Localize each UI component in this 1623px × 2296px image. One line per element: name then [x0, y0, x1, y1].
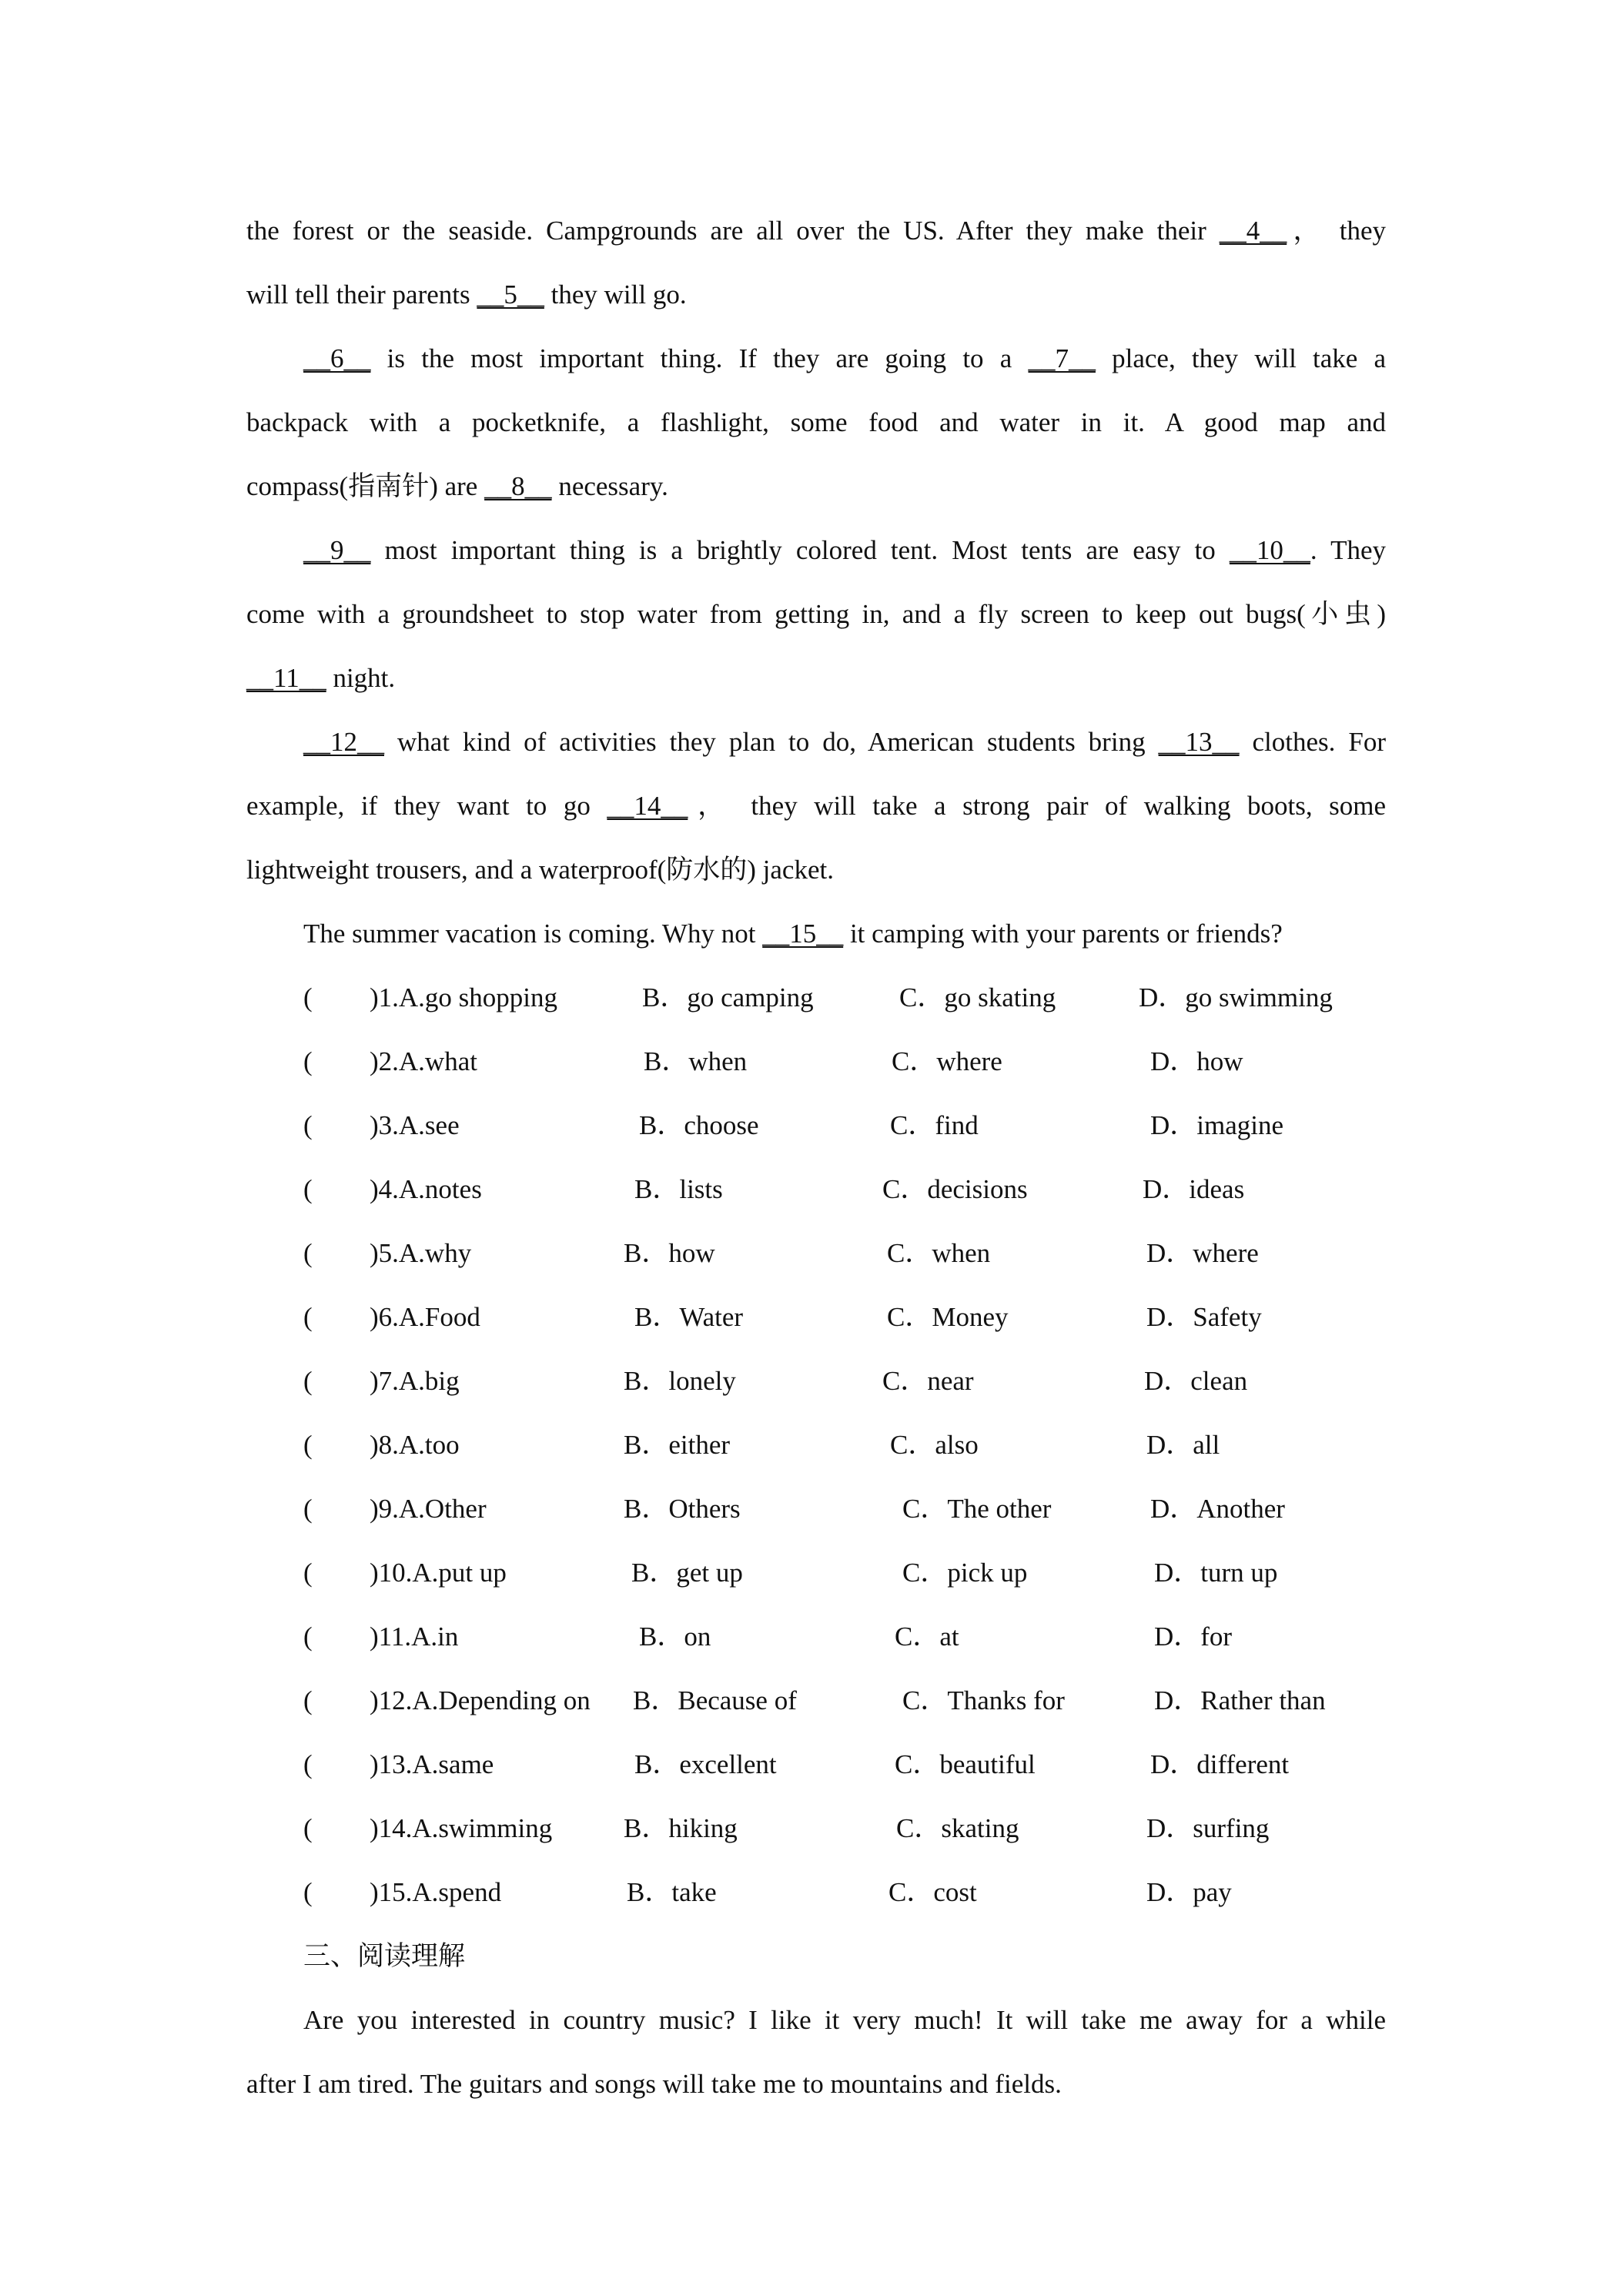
- option-c: C．pick up: [902, 1558, 1028, 1588]
- text: place, they will take a: [1095, 343, 1386, 373]
- option-b: B．Water: [634, 1302, 744, 1332]
- text: it camping with your parents or friends?: [843, 919, 1283, 949]
- question-row-2: [303, 1046, 1386, 1077]
- option-d: D．turn up: [1154, 1558, 1278, 1588]
- option-c: C．decisions: [882, 1174, 1028, 1204]
- text: . They: [1310, 535, 1386, 565]
- option-d: D．where: [1146, 1238, 1259, 1268]
- question-row-4: [303, 1174, 1386, 1205]
- question-row-10: [303, 1558, 1386, 1588]
- option-d: D．Safety: [1146, 1302, 1262, 1332]
- option-a: )5.A.why: [370, 1238, 472, 1268]
- passage-line-4: backpack with a pocketknife, a flashlight, some food and water in it. A good map and: [246, 407, 1386, 437]
- option-a: )9.A.Other: [370, 1494, 487, 1524]
- option-d: D．all: [1146, 1430, 1220, 1460]
- answer-paren[interactable]: (: [303, 1238, 313, 1268]
- option-c: C．beautiful: [895, 1749, 1036, 1779]
- option-b: B．excellent: [634, 1749, 777, 1779]
- option-d: D．surfing: [1146, 1813, 1270, 1843]
- question-row-1: [303, 982, 1386, 1013]
- text: what kind of activities they plan to do, American students bring: [384, 727, 1159, 757]
- text: they will go.: [544, 279, 687, 310]
- option-a: )13.A.same: [370, 1749, 494, 1779]
- answer-paren[interactable]: (: [303, 1494, 313, 1524]
- section-heading: 三、阅读理解: [303, 1941, 466, 1972]
- text: necessary.: [551, 471, 668, 501]
- option-c: C．near: [882, 1366, 974, 1396]
- answer-paren[interactable]: (: [303, 1046, 313, 1076]
- option-b: B．choose: [639, 1110, 759, 1140]
- passage-line-6: [303, 535, 1386, 566]
- option-b: B．go camping: [642, 982, 814, 1012]
- text: The summer vacation is coming. Why not: [303, 919, 763, 949]
- option-b: B．how: [624, 1238, 715, 1268]
- text: ， they: [1287, 216, 1386, 246]
- option-a: )15.A.spend: [370, 1877, 502, 1907]
- option-d: D．different: [1150, 1749, 1290, 1779]
- answer-paren[interactable]: (: [303, 1622, 313, 1652]
- option-d: D．how: [1150, 1046, 1243, 1076]
- answer-paren[interactable]: (: [303, 1110, 313, 1140]
- passage-line-2: [246, 279, 1386, 310]
- option-c: C．at: [895, 1622, 959, 1652]
- question-row-12: [303, 1685, 1386, 1716]
- option-a: )1.A.go shopping: [370, 982, 558, 1012]
- answer-paren[interactable]: (: [303, 1558, 313, 1588]
- passage-line-9: [303, 727, 1386, 758]
- blank-4: __4__: [1219, 216, 1287, 246]
- answer-paren[interactable]: (: [303, 1749, 313, 1779]
- passage-line-3: [303, 343, 1386, 374]
- option-a: )2.A.what: [370, 1046, 477, 1076]
- question-row-3: [303, 1110, 1386, 1141]
- text: most important thing is a brightly colored tent. Most tents are easy to: [370, 535, 1230, 565]
- option-c: C．when: [887, 1238, 991, 1268]
- question-row-13: [303, 1749, 1386, 1780]
- answer-paren[interactable]: (: [303, 1430, 313, 1460]
- question-row-15: [303, 1877, 1386, 1908]
- blank-10: __10__: [1229, 535, 1310, 565]
- answer-paren[interactable]: (: [303, 982, 313, 1012]
- answer-paren[interactable]: (: [303, 1877, 313, 1907]
- reading-line-1: Are you interested in country music? I like it very much! It will take me away for a while: [303, 2005, 1386, 2035]
- option-c: C．Money: [887, 1302, 1009, 1332]
- question-row-6: [303, 1302, 1386, 1333]
- text: ， they will take a strong pair of walking boots, some: [688, 791, 1386, 821]
- passage-line-10: [246, 791, 1386, 822]
- text: compass(指南针) are: [246, 471, 485, 501]
- answer-paren[interactable]: (: [303, 1302, 313, 1332]
- question-row-14: [303, 1813, 1386, 1844]
- option-b: B．when: [644, 1046, 748, 1076]
- text: night.: [326, 663, 396, 693]
- blank-7: __7__: [1028, 343, 1096, 373]
- option-d: D．imagine: [1150, 1110, 1284, 1140]
- answer-paren[interactable]: (: [303, 1366, 313, 1396]
- option-d: D．for: [1154, 1622, 1233, 1652]
- option-a: )10.A.put up: [370, 1558, 507, 1588]
- blank-6: __6__: [303, 343, 371, 373]
- option-a: )8.A.too: [370, 1430, 460, 1460]
- option-b: B．get up: [631, 1558, 743, 1588]
- text: is the most important thing. If they are going to a: [370, 343, 1029, 373]
- blank-9: __9__: [303, 535, 371, 565]
- passage-line-8: [246, 663, 1386, 694]
- option-a: )12.A.Depending on: [370, 1685, 591, 1715]
- option-c: C．find: [890, 1110, 979, 1140]
- passage-line-11: lightweight trousers, and a waterproof(防水的) jacket.: [246, 855, 834, 885]
- option-d: D．go swimming: [1139, 982, 1333, 1012]
- question-row-9: [303, 1494, 1386, 1525]
- option-b: B．Others: [624, 1494, 741, 1524]
- option-c: C．The other: [902, 1494, 1052, 1524]
- option-b: B．Because of: [633, 1685, 797, 1715]
- option-d: D．Another: [1150, 1494, 1285, 1524]
- reading-line-2: after I am tired. The guitars and songs will take me to mountains and fields.: [246, 2069, 1062, 2099]
- answer-paren[interactable]: (: [303, 1174, 313, 1204]
- option-a: )4.A.notes: [370, 1174, 482, 1204]
- option-d: D．clean: [1144, 1366, 1248, 1396]
- text: example, if they want to go: [246, 791, 607, 821]
- blank-15: __15__: [762, 919, 844, 949]
- blank-13: __13__: [1158, 727, 1240, 757]
- option-c: C．skating: [896, 1813, 1019, 1843]
- question-row-5: [303, 1238, 1386, 1269]
- option-a: )6.A.Food: [370, 1302, 480, 1332]
- option-b: B．take: [627, 1877, 717, 1907]
- option-c: C．Thanks for: [902, 1685, 1065, 1715]
- option-b: B．on: [639, 1622, 711, 1652]
- passage-line-5: [246, 471, 1386, 502]
- text: will tell their parents: [246, 279, 477, 310]
- option-c: C．where: [892, 1046, 1002, 1076]
- option-b: B．hiking: [624, 1813, 738, 1843]
- blank-11: __11__: [246, 663, 326, 693]
- question-row-8: [303, 1430, 1386, 1461]
- question-row-7: [303, 1366, 1386, 1397]
- option-c: C．go skating: [899, 982, 1056, 1012]
- answer-paren[interactable]: (: [303, 1685, 313, 1715]
- question-row-11: [303, 1622, 1386, 1652]
- option-a: )7.A.big: [370, 1366, 460, 1396]
- passage-line-7: come with a groundsheet to stop water from getting in, and a fly screen to keep out bugs(小虫): [246, 599, 1386, 629]
- option-b: B．lonely: [624, 1366, 736, 1396]
- blank-5: __5__: [477, 279, 544, 310]
- blank-14: __14__: [607, 791, 688, 821]
- option-d: D．pay: [1146, 1877, 1232, 1907]
- passage-line-12: [303, 919, 1386, 949]
- option-a: )11.A.in: [370, 1622, 459, 1652]
- option-a: )3.A.see: [370, 1110, 460, 1140]
- answer-paren[interactable]: (: [303, 1813, 313, 1843]
- option-c: C．cost: [888, 1877, 977, 1907]
- option-d: D．Rather than: [1154, 1685, 1326, 1715]
- passage-line-1: [246, 216, 1386, 246]
- option-d: D．ideas: [1143, 1174, 1245, 1204]
- option-a: )14.A.swimming: [370, 1813, 553, 1843]
- text: the forest or the seaside. Campgrounds are all over the US. After they make their: [246, 216, 1220, 246]
- blank-8: __8__: [484, 471, 552, 501]
- option-b: B．lists: [634, 1174, 723, 1204]
- text: clothes. For: [1239, 727, 1386, 757]
- option-b: B．either: [624, 1430, 731, 1460]
- blank-12: __12__: [303, 727, 384, 757]
- option-c: C．also: [890, 1430, 979, 1460]
